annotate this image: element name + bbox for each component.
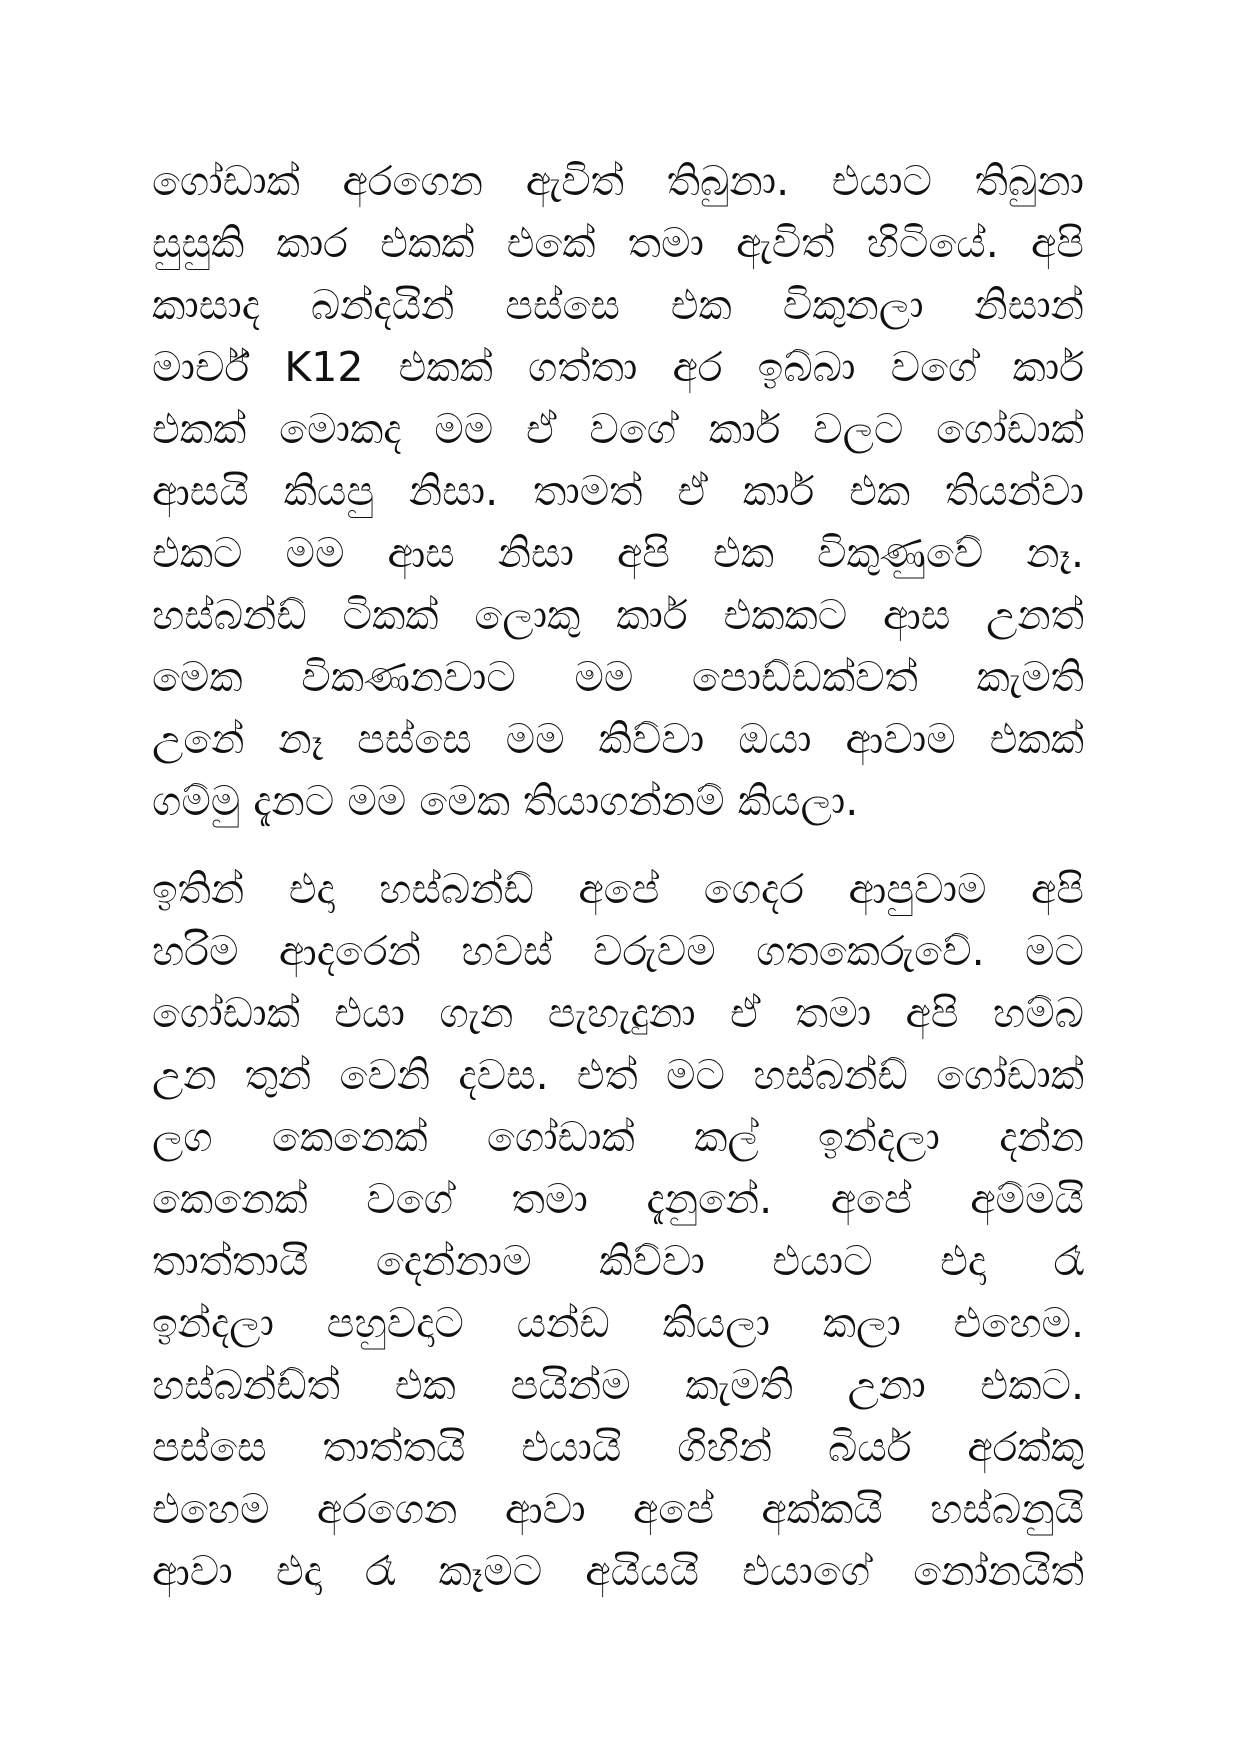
text-line: උනේ නෑ පස්සෙ මම කිව්වා ඔයා ආවාම එකක්	[152, 715, 1084, 763]
text-line: තාත්තායි දෙන්නාම කිව්වා එයාට එදා රෑ	[152, 1237, 1084, 1285]
text-line: ගෝඩාක් අරගෙන ඇවිත් තිබුනා. එයාට තිබුනා	[152, 157, 1084, 205]
text-line: උන තුන් වෙනි දවස. එත් මට හස්බන්ඩ් ගෝඩාක්	[152, 1051, 1084, 1099]
text-line: හස්බන්ඩ් ටිකක් ලොකු කාර් එකකට ආස උනත්	[152, 591, 1084, 639]
paragraph-1	[152, 150, 1084, 832]
paragraph-2	[152, 858, 1084, 1602]
text-line: හස්බන්ඩ්ත් එක පයින්ම කැමති උනා එකට.	[152, 1361, 1084, 1409]
text-line: මාර්ච් K12 එකක් ගත්තා අර ඉබ්බා වගේ කාර්	[152, 343, 1084, 391]
text-line: සුසුකි කාර එකක් එකේ තමා ඇවිත් හිටියේ. අපි	[152, 219, 1084, 267]
text-line: පස්සෙ තාත්තයි එයායි ගිහින් බියර් අරක්කු	[152, 1423, 1084, 1471]
text-line: එකට මම ආස නිසා අපි එක විකුණුවේ නෑ.	[152, 529, 1084, 577]
text-line: එකක් මොකද මම ඒ වගේ කාර් වලට ගෝඩාක්	[152, 405, 1084, 453]
text-line: ගෝඩාක් එයා ගැන පැහැදුනා ඒ තමා අපි හම්බ	[152, 989, 1084, 1037]
text-line: ලග කෙනෙක් ගෝඩාක් කල් ඉන්දලා දන්න	[152, 1113, 1084, 1161]
text-line: ඉතින් එදා හස්බන්ඩ් අපේ ගෙදර ආපුවාම අපි	[152, 865, 1084, 913]
text-line: හරිම ආදරෙන් හවස් වරුවම ගතකෙරුවේ. මට	[152, 927, 1084, 975]
text-line: ආවා එදා රෑ කෑමට අයියයි එයාගේ නෝනයිත්	[152, 1547, 1084, 1595]
text-line: කාසාද බන්දයින් පස්සෙ එක විකුනලා නිසාන්	[152, 281, 1084, 329]
text-line: ඉන්දලා පහුවදාට යන්ඩ කියලා කලා එහෙම.	[152, 1299, 1084, 1347]
text-line: ගම්මු දැනට මම මෙක තියාගන්නම් කියලා.	[152, 777, 859, 825]
text-line: මෙක විකණනවාට මම පොඩ්ඩක්වත් කැමති	[152, 653, 1084, 701]
body-text	[152, 150, 1084, 1602]
text-line: ආසයි කියපු නිසා. තාමත් ඒ කාර් එක තියන්වා	[152, 467, 1084, 515]
text-line: කෙනෙක් වගේ තමා දැනුනේ. අපේ අම්මයි	[152, 1175, 1084, 1223]
text-line: එහෙම අරගෙන ආවා අපේ අක්කයි හස්බනුයි	[152, 1485, 1084, 1533]
